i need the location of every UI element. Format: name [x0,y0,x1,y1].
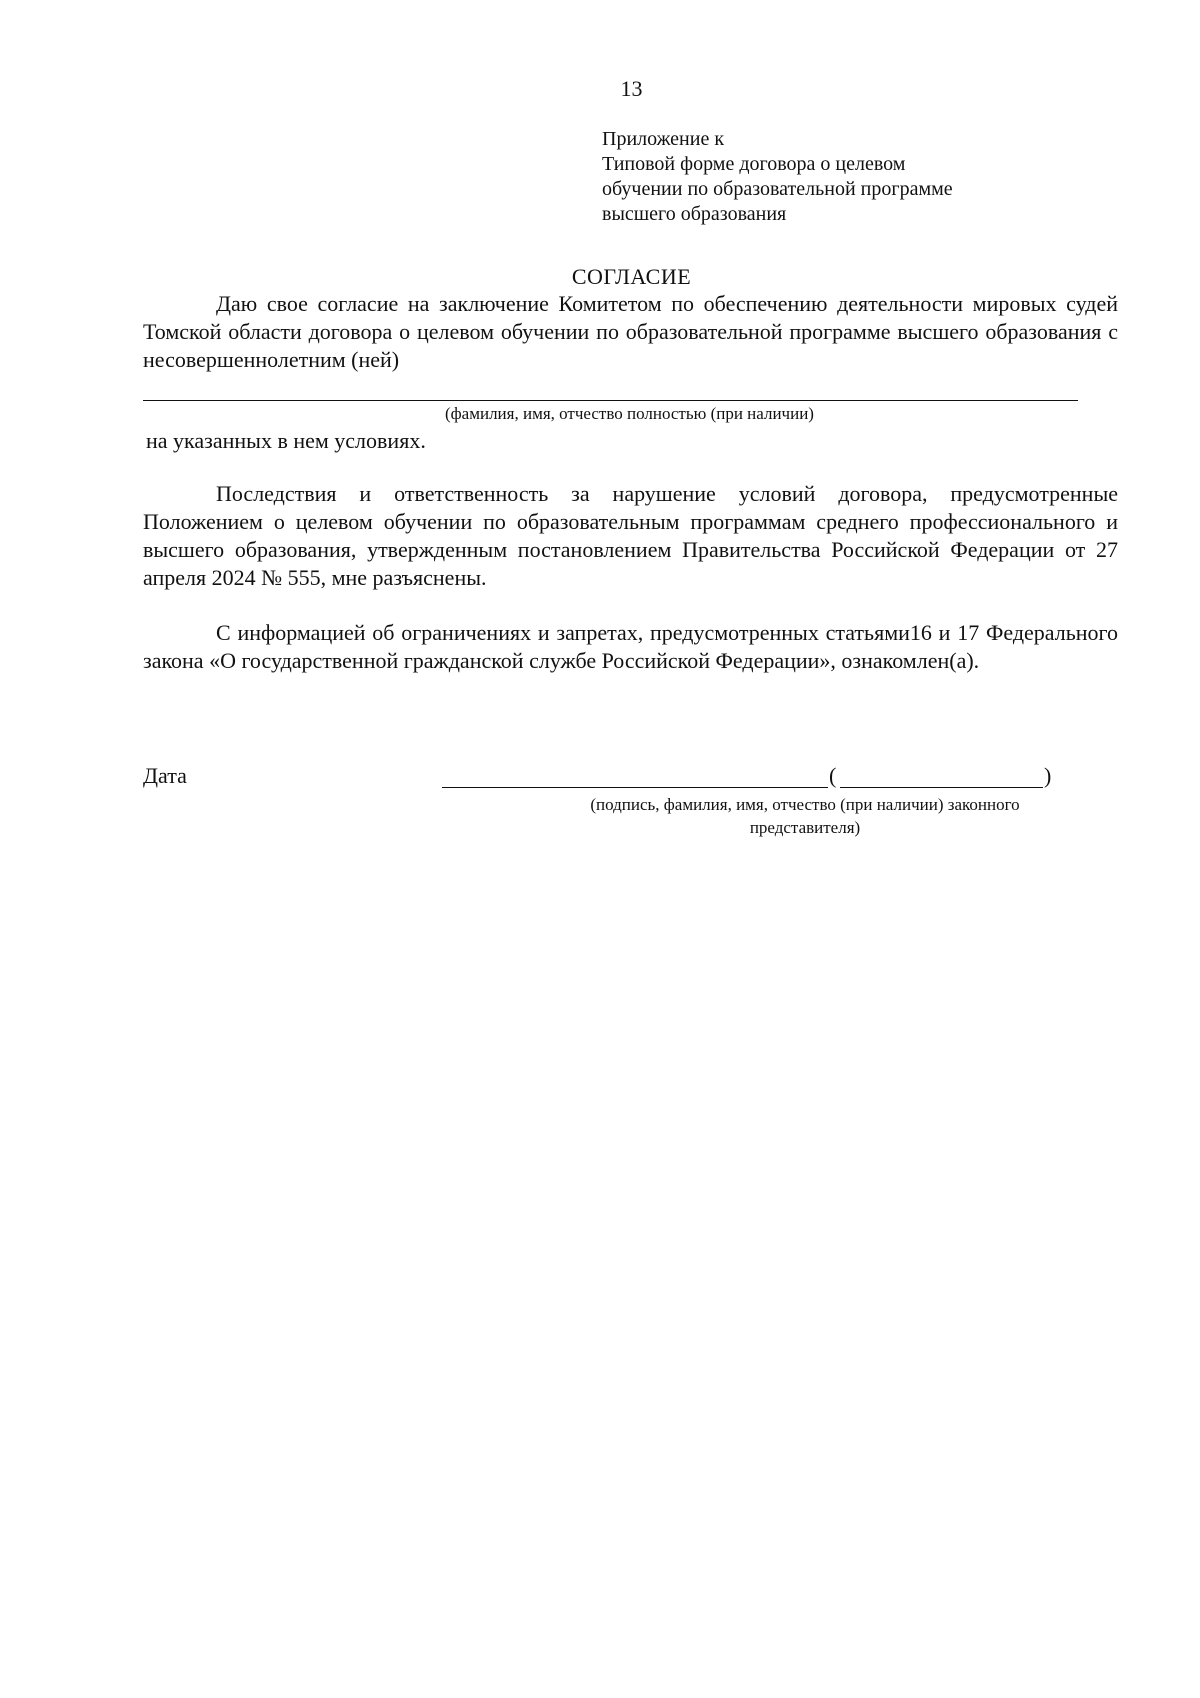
paren-close: ) [1044,763,1052,788]
restrictions-paragraph: С информацией об ограничениях и запретах, предусмотренных статьями16 и 17 Федерального закона «О государственной гражданской службе Российской Федерации», ознакомлен(а). [143,620,1118,673]
signatory-name-field[interactable] [840,787,1043,788]
appendix-line: обучении по образовательной программе [602,178,953,200]
full-name-field[interactable] [143,400,1078,401]
appendix-line: высшего образования [602,203,787,225]
signature-caption-line: представителя) [749,818,861,837]
document-title: СОГЛАСИЕ [571,264,692,289]
consent-paragraph: Даю свое согласие на заключение Комитетом по обеспечению деятельности мировых судей Томской области договора о целевом обучении по образовательной программе высшего образования с несовершеннолетним (ней) [143,291,1118,372]
signature-caption [540,793,1070,839]
signature-caption-line: (подпись, фамилия, имя, отчество (при наличии) законного [590,795,1020,814]
full-name-caption: (фамилия, имя, отчество полностью (при наличии) [445,404,814,423]
conditions-text: на указанных в нем условиях. [146,428,426,453]
signature-field[interactable] [442,787,828,788]
appendix-note [602,127,953,227]
date-label: Дата [143,763,187,788]
consequences-paragraph: Последствия и ответственность за нарушение условий договора, предусмотренные Положением о целевом обучении по образовательным программам среднего профессионального и высшего образования, утвержденным постановлением Правительства Российской Федерации от 27 апреля 2024 № 555, мне разъяснены. [143,481,1118,590]
appendix-line: Типовой форме договора о целевом [602,153,906,175]
appendix-line: Приложение к [602,128,725,150]
paren-open: ( [829,763,837,788]
page-number: 13 [620,76,643,101]
